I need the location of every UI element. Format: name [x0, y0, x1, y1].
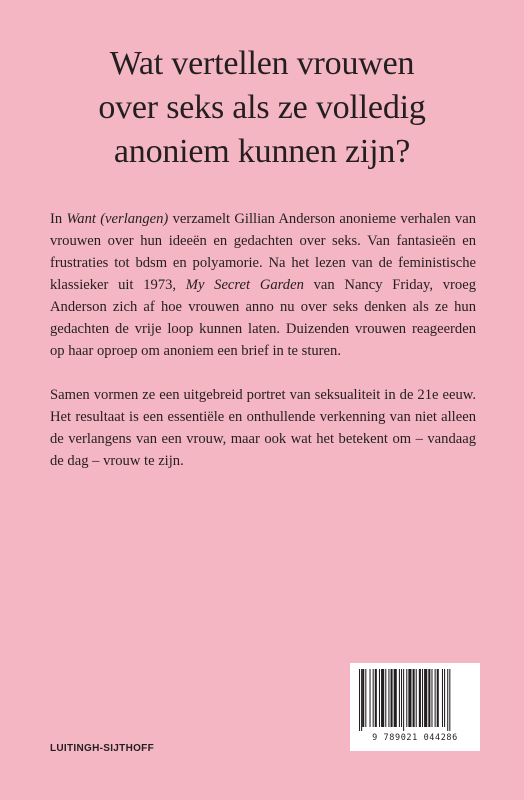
- barcode-bar: [373, 669, 374, 727]
- barcode-bar: [375, 669, 377, 727]
- barcode-bar: [437, 669, 439, 727]
- barcode-bar: [431, 669, 432, 727]
- blurb-text-part-3: van Nancy Friday, vroeg Anderson zich af hoe vrouwen anno nu over seks denken als ze hun gedachten de vrije loop kunnen laten. Duizenden vrouwen reageerden op haar oproep om anoniem een brief in te sturen.: [50, 277, 476, 359]
- barcode-bar: [361, 669, 362, 731]
- barcode-bar: [394, 669, 397, 727]
- barcode-bar: [399, 669, 400, 727]
- book-title: Want (verlangen): [66, 211, 169, 227]
- barcode-bar: [447, 669, 448, 731]
- barcode-bar: [444, 669, 445, 727]
- barcode-bar: [428, 669, 430, 727]
- headline-line-2: over seks als ze volledig: [98, 89, 426, 126]
- barcode-bar: [442, 669, 443, 727]
- isbn-barcode: [350, 663, 480, 751]
- barcode-number: 9 789021 044286: [372, 733, 458, 743]
- barcode-bar: [362, 669, 364, 727]
- barcode-bar: [416, 669, 417, 727]
- headline-line-3: anoniem kunnen zijn?: [113, 133, 411, 170]
- barcode-bar: [385, 669, 386, 727]
- barcode-bar: [419, 669, 421, 727]
- barcode-bar: [422, 669, 423, 727]
- classic-book-title: My Secret Garden: [185, 277, 304, 293]
- blurb-text-part-2: verzamelt Gillian Anderson anonieme verhalen van vrouwen over hun ideeën en gedachten over seks. Van fantasieën en frustraties tot bdsm en polyamorie. Na het lezen van de feministische klassieker uit 1973,: [50, 211, 477, 293]
- barcode-bar: [391, 669, 393, 727]
- blurb-paragraph-1: [50, 208, 476, 362]
- barcode-bar: [408, 669, 411, 727]
- barcode-bar: [424, 669, 427, 727]
- barcode-bar: [370, 669, 371, 727]
- headline: [30, 42, 494, 174]
- barcode-bar: [406, 669, 407, 727]
- barcode-bar: [381, 669, 384, 727]
- barcode-bars: [359, 669, 471, 731]
- barcode-bar: [359, 669, 360, 731]
- barcode-bar: [403, 669, 404, 731]
- headline-line-1: Wat vertellen vrouwen: [109, 45, 415, 82]
- barcode-bar: [388, 669, 389, 727]
- blurb-intro: In: [50, 211, 67, 227]
- barcode-bar: [449, 669, 450, 731]
- blurb: [50, 208, 476, 494]
- blurb-paragraph-2: Samen vormen ze een uitgebreid portret van seksualiteit in de 21e eeuw. Het resultaat is een essentiële en onthullende verkenning van niet alleen de verlangens van een vrouw, maar ook wat het betekent om – vandaag de dag – vrouw te zijn.: [50, 387, 476, 469]
- barcode-bar: [401, 669, 402, 727]
- barcode-bar: [365, 669, 366, 727]
- barcode-bar: [379, 669, 380, 727]
- barcode-bar: [435, 669, 436, 727]
- publisher-logo: LUITINGH-SIJTHOFF: [50, 743, 154, 754]
- barcode-bar: [413, 669, 415, 727]
